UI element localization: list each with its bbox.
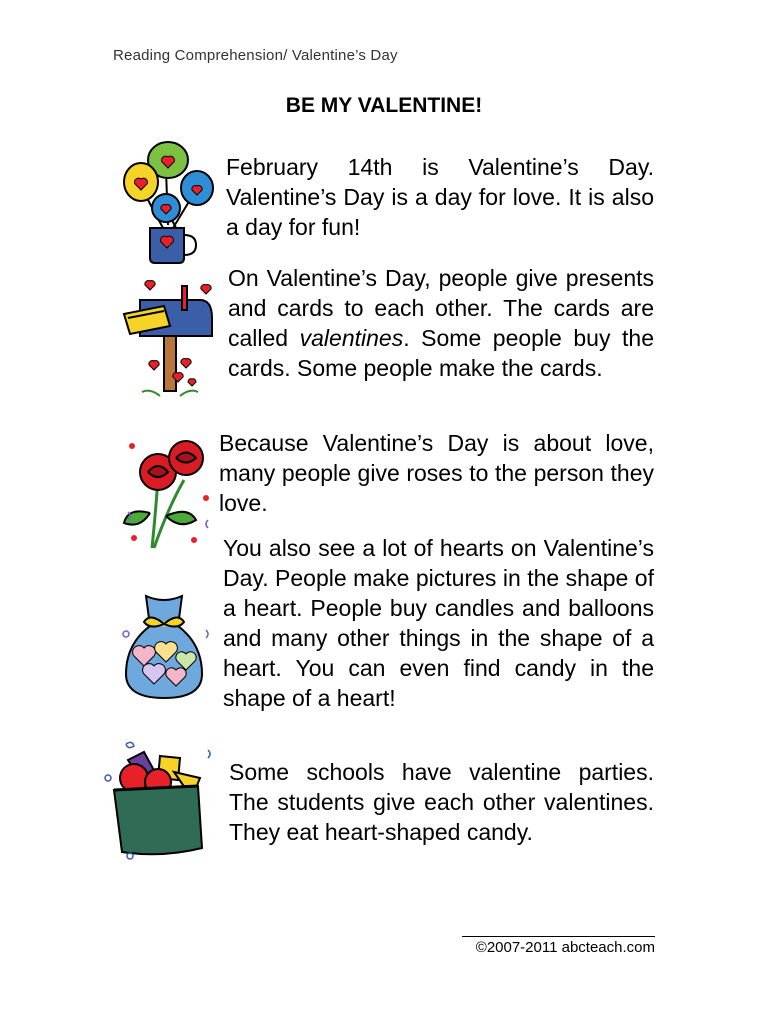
copyright-footer: ©2007-2011 abcteach.com: [475, 939, 655, 956]
paragraph-2-text-a: On Valentine’s Day, people give presents and cards to each other. The cards are called: [228, 265, 654, 351]
page-title: BE MY VALENTINE!: [285, 94, 483, 117]
footer-divider: [462, 936, 655, 937]
paragraph-3: Because Valentine’s Day is about love, many people give roses to the person they love.: [219, 430, 654, 516]
paragraph-4: You also see a lot of hearts on Valentine’s Day. People make pictures in the shape of a heart. People buy candles and balloons and many other things in the shape of a heart. You can even find candy in the shape of a heart!: [223, 535, 654, 711]
page-header: Reading Comprehension/ Valentine’s Day: [113, 47, 398, 64]
candy-bag-icon: [114, 586, 214, 704]
paragraph-2-text-b: . Some people buy the cards. Some people make the cards.: [228, 325, 654, 381]
paragraph-2: [228, 263, 654, 383]
gift-box-icon: [100, 738, 218, 863]
roses-icon: [122, 428, 214, 553]
paragraph-2-italic: valentines: [299, 325, 404, 351]
paragraph-5: Some schools have valentine parties. The students give each other valentines. They eat heart-shaped candy.: [229, 759, 654, 845]
mailbox-icon: [120, 278, 220, 403]
paragraph-1: February 14th is Valentine’s Day. Valentine’s Day is a day for love. It is also a day for fun!: [226, 154, 654, 240]
balloons-icon: [118, 140, 218, 265]
